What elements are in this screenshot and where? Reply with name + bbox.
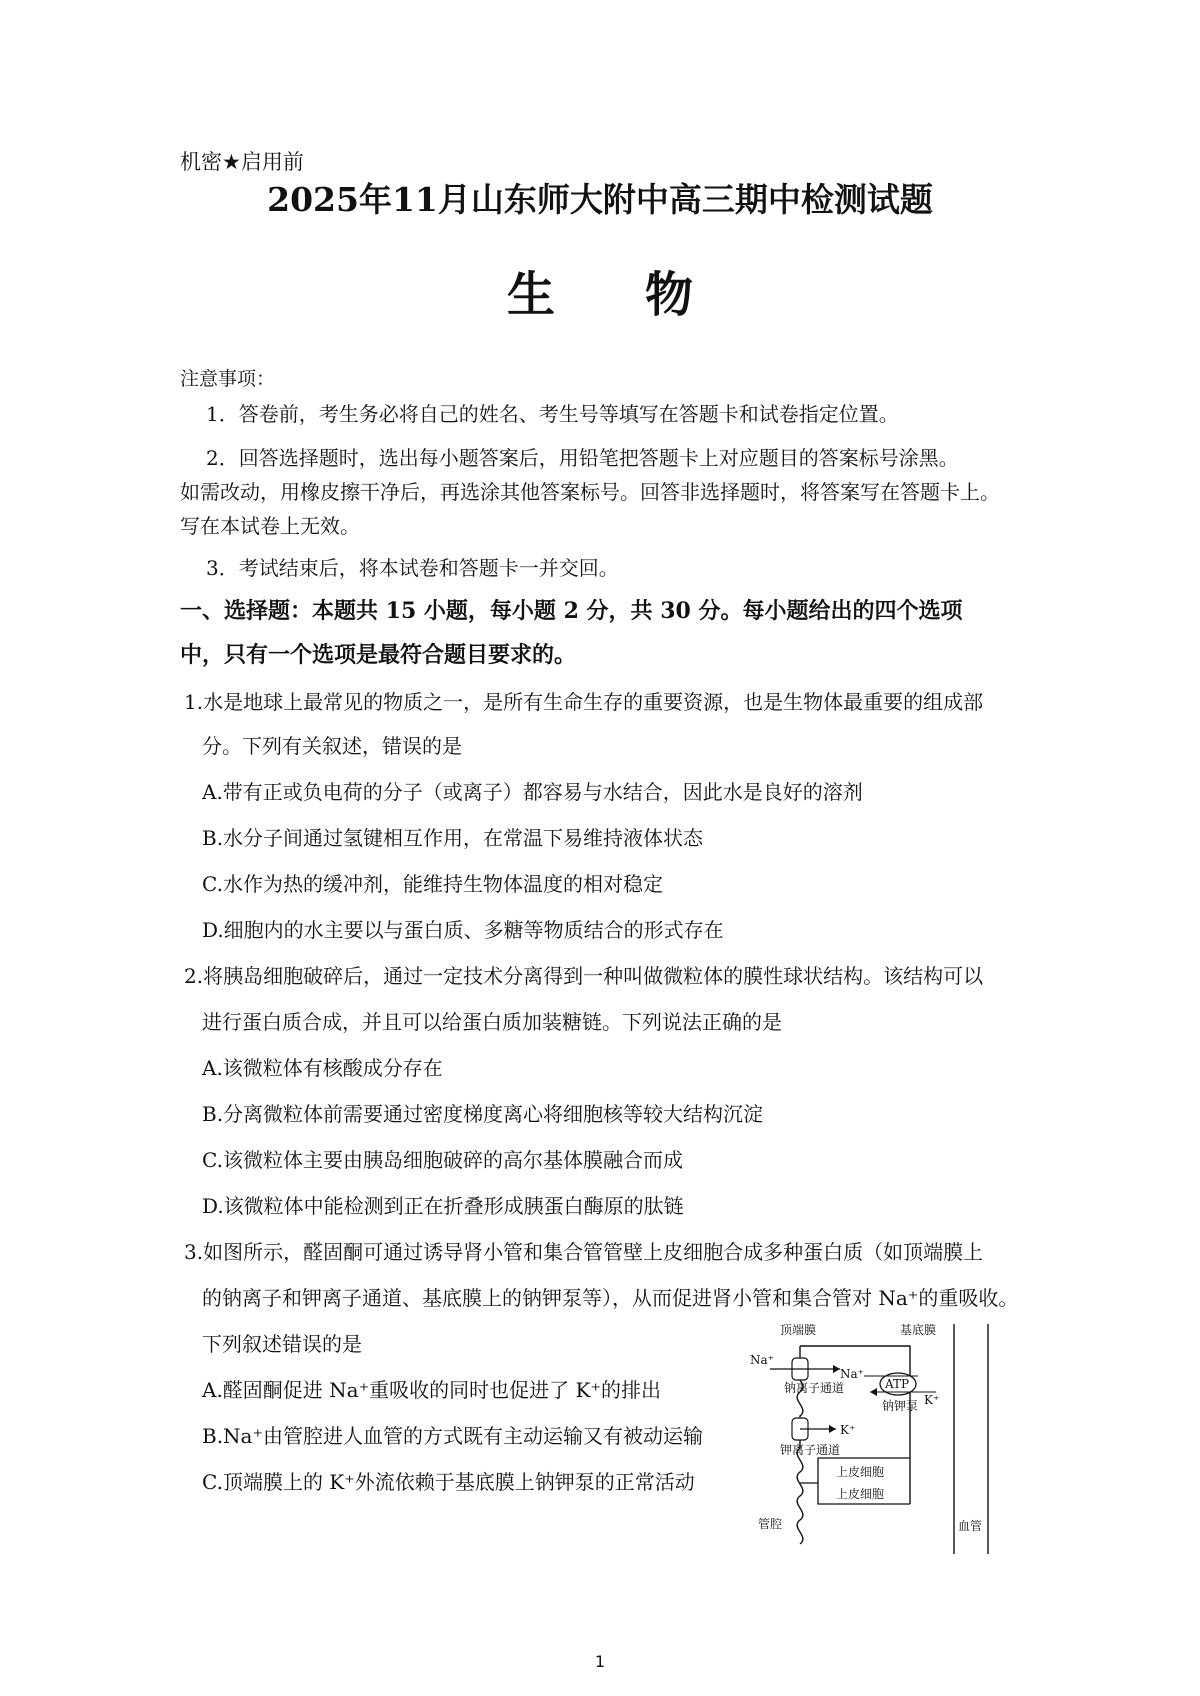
label-vessel: 血管	[958, 1519, 983, 1533]
q2-option-d: D.该微粒体中能检测到正在折叠形成胰蛋白酶原的肽链	[202, 1194, 684, 1218]
arrowhead-icon	[833, 1365, 840, 1373]
q3-stem-line-3: 下列叙述错误的是	[202, 1332, 362, 1356]
q3-stem-line-2: 的钠离子和钾离子通道、基底膜上的钠钾泵等），从而促进肾小管和集合管对 Na⁺的重吸收。	[202, 1286, 1019, 1310]
q2-option-a: A.该微粒体有核酸成分存在	[202, 1056, 443, 1080]
label-pump: 钠钾泵	[882, 1399, 919, 1413]
q1-option-b: B.水分子间通过氢键相互作用，在常温下易维持液体状态	[202, 826, 704, 850]
q3-option-c: C.顶端膜上的 K⁺外流依赖于基底膜上钠钾泵的正常活动	[202, 1470, 695, 1494]
q3-option-b: B.Na⁺由管腔进人血管的方式既有主动运输又有被动运输	[202, 1424, 704, 1448]
notice-item-2-line-3: 写在本试卷上无效。	[180, 514, 360, 538]
label-k-right: K⁺	[924, 1393, 940, 1407]
section-1-heading-line-1: 一、选择题：本题共 15 小题，每小题 2 分，共 30 分。每小题给出的四个选项	[180, 598, 963, 624]
notice-item-3: 3．考试结束后，将本试卷和答题卡一并交回。	[206, 556, 619, 580]
label-epithelial-cell-2: 上皮细胞	[836, 1487, 885, 1501]
label-na-right: Na⁺	[840, 1367, 864, 1381]
q3-option-a: A.醛固酮促进 Na⁺重吸收的同时也促进了 K⁺的排出	[202, 1378, 661, 1402]
label-atp: ATP	[885, 1377, 910, 1391]
page-number: 1	[594, 1652, 606, 1671]
arrowhead-icon	[870, 1388, 877, 1396]
label-k-channel: 钾离子通道	[780, 1443, 841, 1457]
label-lumen: 管腔	[758, 1517, 783, 1531]
q2-option-c: C.该微粒体主要由胰岛细胞破碎的高尔基体膜融合而成	[202, 1148, 683, 1172]
confidential-label: 机密★启用前	[180, 150, 304, 174]
label-na-left: Na⁺	[750, 1353, 774, 1367]
notice-item-2-line-1: 2．回答选择题时，选出每小题答案后，用铅笔把答题卡上对应题目的答案标号涂黑。	[206, 446, 959, 470]
q1-option-c: C.水作为热的缓冲剂，能维持生物体温度的相对稳定	[202, 872, 663, 896]
renal-tubule-diagram	[740, 1318, 1020, 1558]
notice-item-2-line-2: 如需改动，用橡皮擦干净后，再选涂其他答案标号。回答非选择题时，将答案写在答题卡上。	[180, 480, 1000, 504]
section-1-heading-line-2: 中，只有一个选项是最符合题目要求的。	[180, 642, 577, 668]
q1-stem-line-1: 1.水是地球上最常见的物质之一，是所有生命生存的重要资源，也是生物体最重要的组成部	[184, 690, 984, 714]
arrowhead-icon	[829, 1425, 836, 1433]
label-basal-membrane: 基底膜	[900, 1323, 937, 1337]
label-na-channel: 钠离子通道	[784, 1381, 845, 1395]
notice-heading: 注意事项：	[180, 368, 276, 390]
label-epithelial-cell-1: 上皮细胞	[836, 1465, 885, 1479]
q1-stem-line-2: 分。下列有关叙述，错误的是	[202, 734, 462, 758]
q1-option-d: D.细胞内的水主要以与蛋白质、多糖等物质结合的形式存在	[202, 918, 724, 942]
subject-title: 生物	[506, 267, 783, 323]
q2-option-b: B.分离微粒体前需要通过密度梯度离心将细胞核等较大结构沉淀	[202, 1102, 764, 1126]
q2-stem-line-2: 进行蛋白质合成，并且可以给蛋白质加装糖链。下列说法正确的是	[202, 1010, 782, 1034]
q2-stem-line-1: 2.将胰岛细胞破碎后，通过一定技术分离得到一种叫做微粒体的膜性球状结构。该结构可以	[184, 964, 984, 988]
notice-item-1: 1．答卷前，考生务必将自己的姓名、考生号等填写在答题卡和试卷指定位置。	[206, 402, 899, 426]
q3-stem-line-1: 3.如图所示，醛固酮可通过诱导肾小管和集合管管壁上皮细胞合成多种蛋白质（如顶端膜上	[184, 1240, 984, 1264]
label-k-channel-ion: K⁺	[840, 1423, 856, 1437]
exam-title: 2025年11月山东师大附中高三期中检测试题	[267, 180, 933, 219]
q1-option-a: A.带有正或负电荷的分子（或离子）都容易与水结合，因此水是良好的溶剂	[202, 780, 863, 804]
label-apical-membrane: 顶端膜	[780, 1323, 817, 1337]
